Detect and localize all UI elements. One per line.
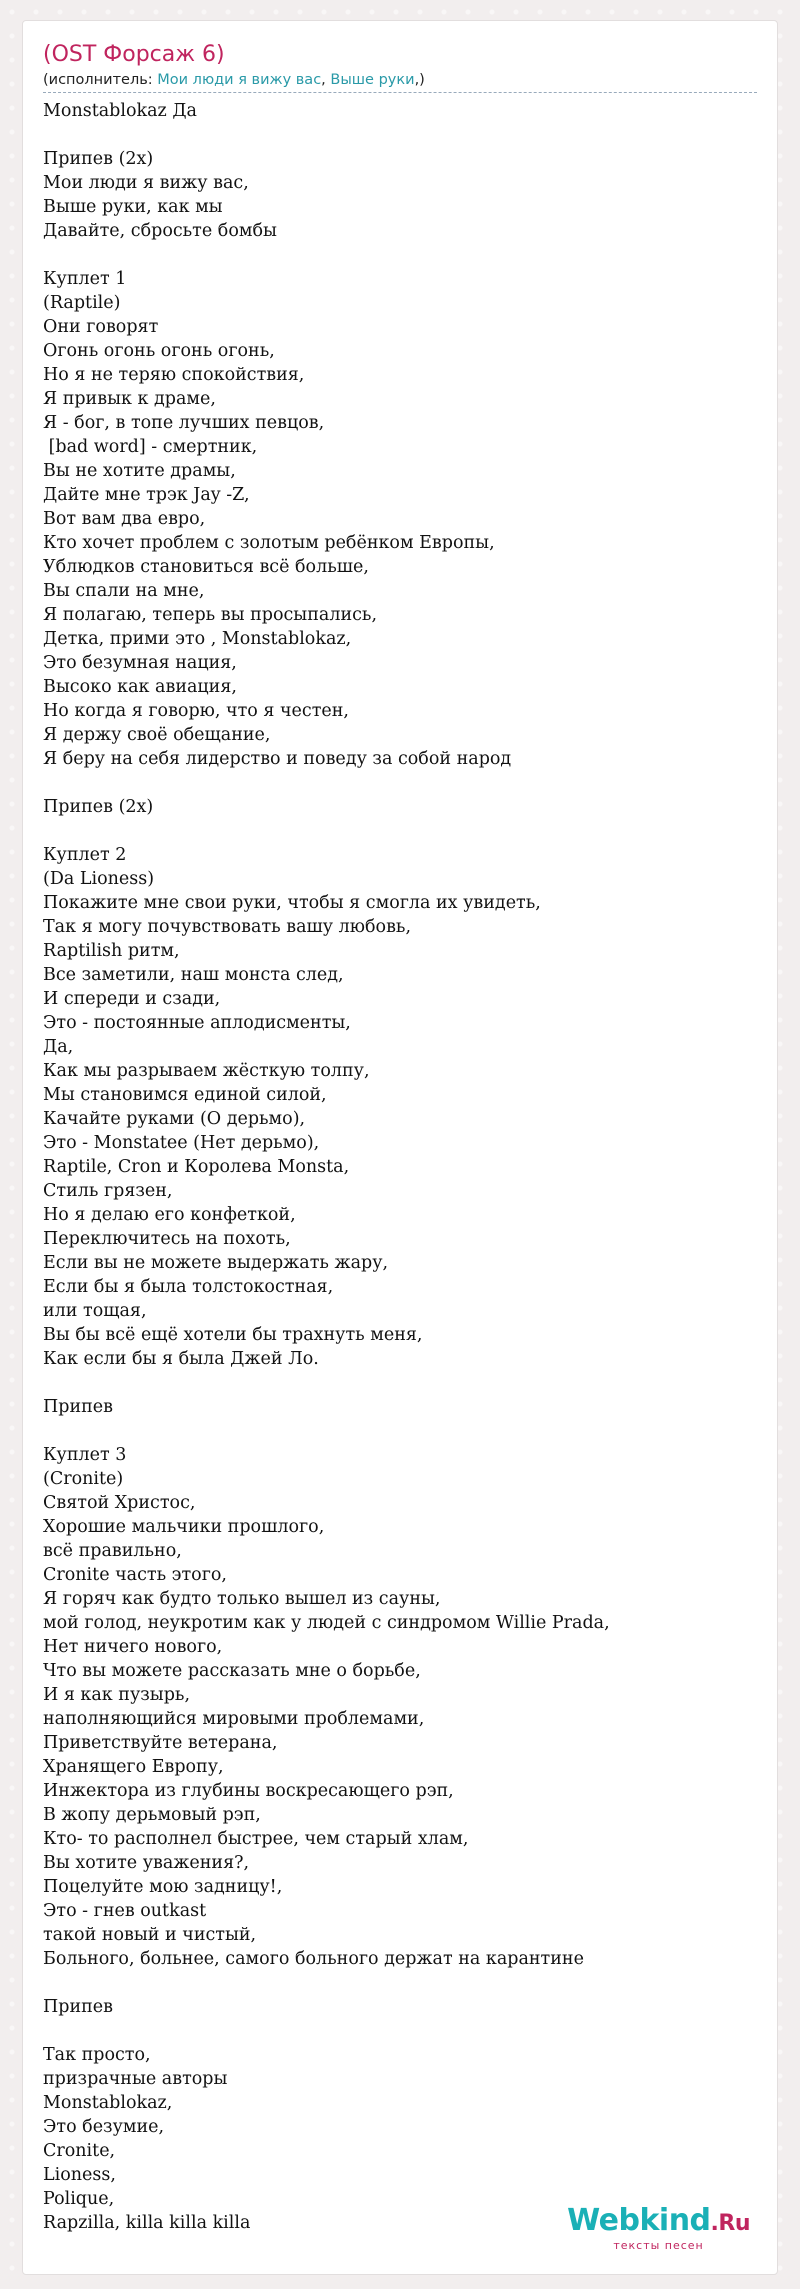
lyric-line: Я привык к драме, [43, 389, 216, 409]
artist-suffix: ,) [414, 72, 425, 88]
lyric-line: Детка, прими это , Monstablokaz, [43, 629, 352, 649]
lyric-line: (Da Lioness) [43, 869, 155, 889]
lyric-line: Хорошие мальчики прошлого, [43, 1517, 325, 1537]
lyric-line: Нет ничего нового, [43, 1637, 223, 1657]
lyric-line: Кто хочет проблем с золотым ребёнком Европы, [43, 533, 495, 553]
lyric-line: Monstablokaz, [43, 2093, 173, 2113]
lyric-line: Это безумная нация, [43, 653, 237, 673]
lyric-line: Припев [43, 1997, 113, 2017]
lyric-line: Что вы можете рассказать мне о борьбе, [43, 1661, 421, 1681]
lyric-line: [bad word] - смертник, [43, 437, 258, 457]
lyric-line: мой голод, неукротим как у людей с синдромом Willie Prada, [43, 1613, 610, 1633]
lyric-line: Припев [43, 1397, 113, 1417]
lyric-line: Все заметили, наш монста след, [43, 965, 344, 985]
lyric-line: Вы спали на мне, [43, 581, 205, 601]
lyric-line: Качайте руками (О дерьмо), [43, 1109, 306, 1129]
logo-wordmark [567, 2205, 750, 2240]
lyric-line: Так я могу почувствовать вашу любовь, [43, 917, 412, 937]
lyric-line: Cronite часть этого, [43, 1565, 227, 1585]
lyric-line: Вы хотите уважения?, [43, 1853, 250, 1873]
webkind-logo[interactable] [567, 2205, 750, 2252]
lyric-line [43, 1971, 763, 1995]
lyric-line: Инжектора из глубины воскресающего рэп, [43, 1781, 454, 1801]
logo-ru: .Ru [710, 2211, 750, 2236]
lyric-line [43, 243, 763, 267]
lyric-line [43, 1371, 763, 1395]
lyric-line: Это - гнев outkast [43, 1901, 207, 1921]
lyric-line: Припев (2х) [43, 797, 154, 817]
lyric-line: Если вы не можете выдержать жару, [43, 1253, 389, 1273]
lyric-line: Но я делаю его конфеткой, [43, 1205, 296, 1225]
lyric-line: Ублюдков становиться всё больше, [43, 557, 369, 577]
logo-tagline: тексты песен [613, 2239, 704, 2252]
lyric-line: такой новый и чистый, [43, 1925, 257, 1945]
lyric-line: Припев (2х) [43, 149, 154, 169]
lyric-line: Вы бы всё ещё хотели бы трахнуть меня, [43, 1325, 423, 1345]
lyric-line: или тощая, [43, 1301, 147, 1321]
lyric-line: (Raptile) [43, 293, 121, 313]
lyric-line: Святой Христос, [43, 1493, 196, 1513]
artist-link-1[interactable]: Мои люди я вижу вас [157, 72, 322, 88]
logo-web: Web [567, 2203, 640, 2238]
lyric-line [43, 123, 763, 147]
lyric-line: Я держу своё обещание, [43, 725, 271, 745]
lyric-line: Если бы я была толстокостная, [43, 1277, 334, 1297]
song-title: (OST Форсаж 6) [43, 42, 225, 67]
lyric-line: всё правильно, [43, 1541, 182, 1561]
lyric-line [43, 2019, 763, 2043]
lyric-line: Стиль грязен, [43, 1181, 173, 1201]
lyric-line: Lioness, [43, 2165, 116, 2185]
lyric-line: Дайте мне трэк Jay -Z, [43, 485, 250, 505]
lyric-line: Так просто, [43, 2045, 151, 2065]
lyric-line: Raptile, Cron и Королева Monsta, [43, 1157, 350, 1177]
lyric-line: Куплет 1 [43, 269, 127, 289]
lyric-line: Больного, больнее, самого больного держат на карантине [43, 1949, 584, 1969]
lyric-line: Это - Monstatee (Нет дерьмо), [43, 1133, 320, 1153]
lyric-line: Куплет 3 [43, 1445, 127, 1465]
lyric-line: Rapzilla, killa killa killa [43, 2213, 251, 2233]
lyric-line: призрачные авторы [43, 2069, 228, 2089]
lyric-line: Это безумие, [43, 2117, 165, 2137]
lyric-line: Я полагаю, теперь вы просыпались, [43, 605, 378, 625]
logo-kind: kind [639, 2203, 711, 2238]
lyric-line [43, 819, 763, 843]
lyric-line [43, 1419, 763, 1443]
artist-separator: , [321, 72, 331, 88]
lyric-line: Я беру на себя лидерство и поведу за собой народ [43, 749, 512, 769]
lyric-line: Кто- то располнел быстрее, чем старый хлам, [43, 1829, 469, 1849]
lyric-line: Поцелуйте мою задницу!, [43, 1877, 283, 1897]
lyric-line: Высоко как авиация, [43, 677, 237, 697]
lyric-line: Но я не теряю спокойствия, [43, 365, 305, 385]
lyric-line: В жопу дерьмовый рэп, [43, 1805, 261, 1825]
lyric-line: Как мы разрываем жёсткую толпу, [43, 1061, 370, 1081]
lyric-line: Покажите мне свои руки, чтобы я смогла их увидеть, [43, 893, 541, 913]
lyric-line: Выше руки, как мы [43, 197, 223, 217]
lyric-line: Они говорят [43, 317, 159, 337]
artist-prefix: (исполнитель: [43, 72, 158, 88]
lyric-line: И спереди и сзади, [43, 989, 221, 1009]
lyric-line: Хранящего Европу, [43, 1757, 224, 1777]
lyric-line: Огонь огонь огонь огонь, [43, 341, 275, 361]
lyric-line: Это - постоянные аплодисменты, [43, 1013, 351, 1033]
lyric-line: Вы не хотите драмы, [43, 461, 236, 481]
lyric-line: Вот вам два евро, [43, 509, 206, 529]
lyric-line: Как если бы я была Джей Ло. [43, 1349, 319, 1369]
lyric-line: Cronite, [43, 2141, 116, 2161]
lyric-line: (Cronite) [43, 1469, 124, 1489]
lyric-line: И я как пузырь, [43, 1685, 191, 1705]
lyric-line: Куплет 2 [43, 845, 127, 865]
lyrics-text [43, 99, 763, 2235]
lyric-line: Я горяч как будто только вышел из сауны, [43, 1589, 441, 1609]
lyric-line: Да, [43, 1037, 74, 1057]
lyric-line: Я - бог, в топе лучших певцов, [43, 413, 325, 433]
lyric-line: Monstablokaz Да [43, 101, 197, 121]
lyrics-card [22, 20, 778, 2275]
lyric-line: Переключитесь на похоть, [43, 1229, 291, 1249]
artist-line [43, 70, 757, 93]
lyric-line: Raptilish ритм, [43, 941, 180, 961]
artist-link-2[interactable]: Выше руки [330, 72, 415, 88]
lyric-line: наполняющийся мировыми проблемами, [43, 1709, 425, 1729]
lyric-line: Мы становимся единой силой, [43, 1085, 327, 1105]
lyric-line: Polique, [43, 2189, 115, 2209]
lyric-line: Но когда я говорю, что я честен, [43, 701, 349, 721]
lyric-line [43, 771, 763, 795]
lyric-line: Приветствуйте ветерана, [43, 1733, 278, 1753]
lyric-line: Мои люди я вижу вас, [43, 173, 249, 193]
lyric-line: Давайте, сбросьте бомбы [43, 221, 277, 241]
